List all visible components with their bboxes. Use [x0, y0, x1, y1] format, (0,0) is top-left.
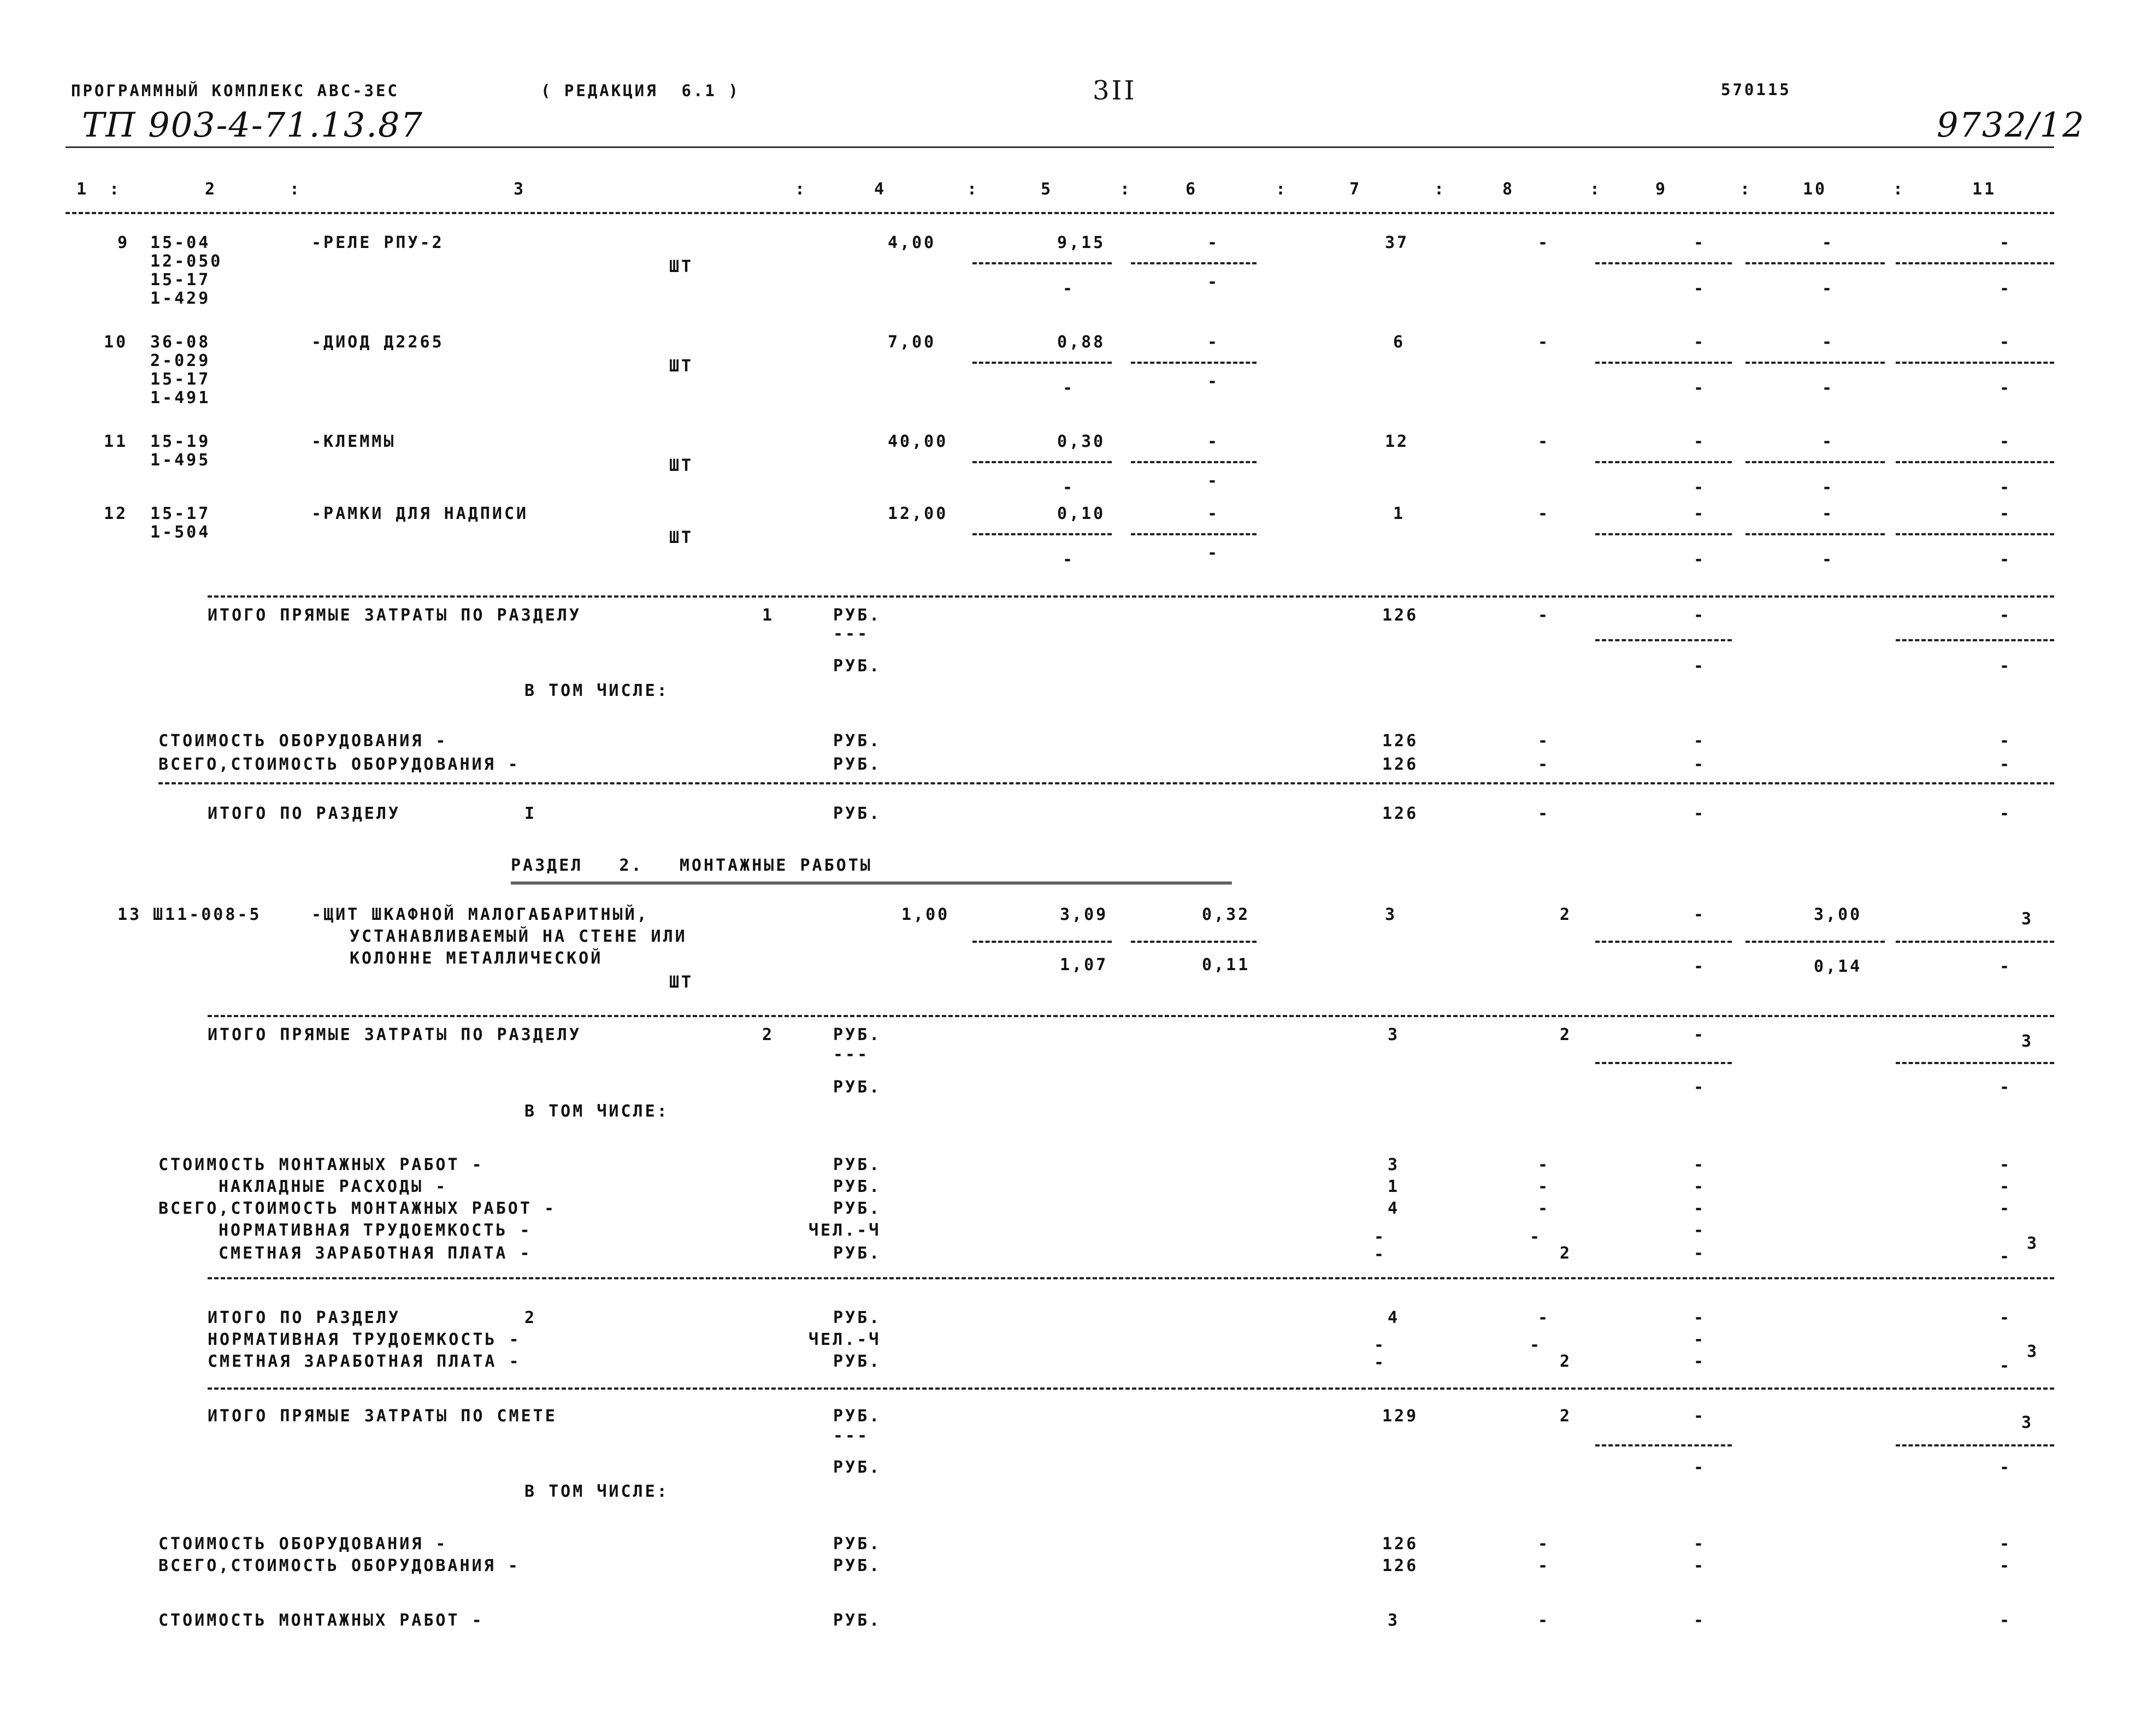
s2-mont-unit: РУБ.	[833, 1155, 882, 1174]
row-col9-b: -	[1694, 478, 1706, 497]
total-mont-col8: -	[1538, 1611, 1550, 1630]
row-col7: 6	[1393, 333, 1406, 352]
s2-row-unit: ШТ	[669, 973, 694, 992]
row-code: 15-17	[150, 370, 211, 389]
s2-direct-col7: 3	[1388, 1025, 1400, 1044]
s2-row-col7: 3	[1385, 905, 1397, 924]
row-col6: -	[1207, 333, 1220, 352]
total-incl-col11: -	[2000, 1458, 2012, 1477]
s2-row-name-2: УСТАНАВЛИВАЕМЫЙ НА СТЕНЕ ИЛИ	[350, 927, 687, 946]
row-col9-line	[1595, 533, 1732, 535]
column-separator: :	[1276, 180, 1288, 199]
row-code: 1-429	[150, 289, 211, 308]
row-col8: -	[1538, 504, 1550, 523]
row-col11-line	[1896, 461, 2054, 463]
s2-overhead-label: НАКЛАДНЫЕ РАСХОДЫ -	[219, 1177, 448, 1196]
row-quantity: 4,00	[888, 233, 936, 252]
row-code: 2-029	[150, 351, 211, 370]
column-number: 9	[1655, 180, 1668, 199]
s1-including: В ТОМ ЧИСЛЕ:	[524, 681, 669, 700]
s2-labor-label: НОРМАТИВНАЯ ТРУДОЕМКОСТЬ -	[219, 1221, 532, 1240]
column-separator: :	[1590, 180, 1602, 199]
row-col5-b: -	[1063, 478, 1075, 497]
s1-direct-col7: 126	[1382, 606, 1419, 625]
s1-equip-col8: -	[1538, 731, 1550, 751]
s2-sect-labor-col11: 3	[2027, 1342, 2039, 1361]
s2-row-col5-b: 1,07	[1060, 955, 1108, 975]
total-direct-label: ИТОГО ПРЯМЫЕ ЗАТРАТЫ ПО СМЕТЕ	[208, 1407, 557, 1426]
s1-dash: ---	[833, 624, 870, 643]
s2-incl-unit: РУБ.	[833, 1078, 882, 1097]
s2-mont-col9: -	[1694, 1155, 1706, 1174]
s1-total-equip-label: ВСЕГО,СТОИМОСТЬ ОБОРУДОВАНИЯ -	[158, 755, 520, 774]
row-code: 15-19	[150, 432, 211, 451]
row-col11-line	[1896, 533, 2054, 535]
row-col6-line	[1131, 362, 1257, 364]
total-total-equip-unit: РУБ.	[833, 1556, 882, 1575]
s2-direct-col11: 3	[2021, 1032, 2034, 1051]
page-number: 3II	[1093, 75, 1137, 106]
s2-wage-divider	[208, 1277, 2054, 1279]
s2-overhead-col9: -	[1694, 1177, 1706, 1196]
s2-sub11-line	[1896, 1062, 2054, 1064]
s2-wage-unit: РУБ.	[833, 1244, 882, 1263]
row-code: 1-504	[150, 523, 211, 542]
row-col9-b: -	[1694, 379, 1706, 398]
column-number: 8	[1502, 180, 1515, 199]
row-col5-b: -	[1063, 279, 1075, 298]
s2-sect-col7: 4	[1388, 1308, 1400, 1327]
s1-total-equip-col7: 126	[1382, 755, 1419, 774]
row-unit: ШТ	[669, 528, 694, 547]
row-col6-line	[1131, 533, 1257, 535]
row-col5-line	[972, 461, 1112, 463]
total-equip-col8: -	[1538, 1534, 1550, 1554]
column-separator: :	[1893, 180, 1906, 199]
s1-direct-col11: -	[2000, 606, 2012, 625]
column-number: 6	[1186, 180, 1198, 199]
s2-sect-labor-unit: ЧЕЛ.-Ч	[809, 1330, 881, 1349]
row-col11-b: -	[2000, 550, 2012, 569]
row-col10: -	[1822, 333, 1835, 352]
s2-row-col10: 3,00	[1814, 905, 1862, 924]
total-mont-col9: -	[1694, 1611, 1706, 1630]
s2-sect-col9: -	[1694, 1308, 1706, 1327]
row-col10-line	[1745, 533, 1885, 535]
total-equip-unit: РУБ.	[833, 1534, 882, 1554]
row-col10-line	[1745, 262, 1885, 264]
section1-divider	[208, 595, 2054, 598]
s2-row-number: 13	[117, 905, 142, 924]
s2-row-col8: 2	[1560, 905, 1572, 924]
s2-direct-no: 2	[762, 1025, 775, 1044]
s2-total-mont-label: ВСЕГО,СТОИМОСТЬ МОНТАЖНЫХ РАБОТ -	[158, 1199, 557, 1218]
s1-total-equip-col11: -	[2000, 755, 2012, 774]
row-code: 15-17	[150, 504, 211, 523]
s2-sect-wage-col11: -	[2000, 1356, 2012, 1375]
s2-row-col9: -	[1694, 905, 1706, 924]
s1-direct-label: ИТОГО ПРЯМЫЕ ЗАТРАТЫ ПО РАЗДЕЛУ	[208, 606, 581, 625]
row-col9: -	[1694, 504, 1706, 523]
row-col9-line	[1595, 362, 1732, 364]
s2-direct-col9: -	[1694, 1025, 1706, 1044]
total-direct-col7: 129	[1382, 1407, 1419, 1426]
row-col10-b: -	[1822, 550, 1835, 569]
row-col6-b: -	[1207, 372, 1220, 391]
s2-labor-col7: -	[1374, 1227, 1387, 1247]
row-col9-b: -	[1694, 279, 1706, 298]
s2-row-col6-b: 0,11	[1202, 955, 1251, 975]
s2-sect-wage-label: СМЕТНАЯ ЗАРАБОТНАЯ ПЛАТА -	[208, 1352, 521, 1371]
s2-direct-label: ИТОГО ПРЯМЫЕ ЗАТРАТЫ ПО РАЗДЕЛУ	[208, 1025, 581, 1044]
total-sub9-line	[1595, 1444, 1732, 1446]
row-col9-line	[1595, 262, 1732, 264]
document-code: 570115	[1721, 80, 1791, 99]
s2-sect-labor-label: НОРМАТИВНАЯ ТРУДОЕМКОСТЬ -	[208, 1330, 521, 1349]
row-col7: 1	[1393, 504, 1406, 523]
row-col11-b: -	[2000, 478, 2012, 497]
row-code: 15-17	[150, 270, 211, 290]
s2-mont-label: СТОИМОСТЬ МОНТАЖНЫХ РАБОТ -	[158, 1155, 484, 1174]
row-col5: 0,10	[1057, 504, 1106, 523]
row-name: -КЛЕММЫ	[311, 432, 396, 451]
s2-row-col9-line	[1595, 941, 1732, 943]
row-col6-b: -	[1207, 544, 1220, 563]
program-name: ПРОГРАММНЫЙ КОМПЛЕКС АВС-3ЕС	[71, 81, 399, 100]
handwritten-project-number: ТП 903-4-71.13.87	[82, 105, 423, 145]
row-col6-b: -	[1207, 273, 1220, 292]
s2-total-mont-unit: РУБ.	[833, 1199, 882, 1218]
row-quantity: 7,00	[888, 333, 936, 352]
row-number: 10	[104, 333, 128, 352]
s2-overhead-unit: РУБ.	[833, 1177, 882, 1196]
row-col6: -	[1207, 432, 1220, 451]
row-col11-b: -	[2000, 279, 2012, 298]
row-col11-b: -	[2000, 379, 2012, 398]
s2-sect-labor-col7: -	[1374, 1336, 1387, 1355]
s1-direct-col9: -	[1694, 606, 1706, 625]
row-col5-line	[972, 533, 1112, 535]
s2-labor-unit: ЧЕЛ.-Ч	[809, 1221, 881, 1240]
total-direct-col8: 2	[1560, 1407, 1572, 1426]
column-number: 5	[1041, 180, 1053, 199]
row-col9: -	[1694, 432, 1706, 451]
s2-total-mont-col11: -	[2000, 1199, 2012, 1218]
total-equip-col11: -	[2000, 1534, 2012, 1554]
s1-total-equip-unit: РУБ.	[833, 755, 882, 774]
row-code: 36-08	[150, 333, 211, 352]
total-direct-col9: -	[1694, 1407, 1706, 1426]
row-col11: -	[2000, 432, 2012, 451]
s2-sect-label: ИТОГО ПО РАЗДЕЛУ	[208, 1308, 400, 1327]
s2-sect-wage-unit: РУБ.	[833, 1352, 882, 1371]
column-number: 11	[1972, 180, 1997, 199]
s2-row-col5-line	[972, 941, 1112, 943]
row-col6-line	[1131, 262, 1257, 264]
row-col10: -	[1822, 504, 1835, 523]
s2-row-col6: 0,32	[1202, 905, 1251, 924]
s2-sect-labor-col8: -	[1530, 1336, 1542, 1355]
s1-equip-col9: -	[1694, 731, 1706, 751]
column-separator: :	[795, 180, 807, 199]
s2-including: В ТОМ ЧИСЛЕ:	[524, 1102, 669, 1121]
s2-overhead-col7: 1	[1388, 1177, 1400, 1196]
s1-sect-col11: -	[2000, 804, 2012, 823]
s2-sub9-line	[1595, 1062, 1732, 1064]
row-name: -РЕЛЕ РПУ-2	[311, 233, 444, 252]
row-col5-line	[972, 262, 1112, 264]
s1-equip-col11: -	[2000, 731, 2012, 751]
row-col6-line	[1131, 461, 1257, 463]
column-number: 7	[1349, 180, 1362, 199]
row-col11: -	[2000, 233, 2012, 252]
column-separator: :	[109, 180, 122, 199]
header-divider	[66, 212, 2054, 214]
s2-row-code: Ш11-008-5	[153, 905, 262, 924]
total-sub11-line	[1896, 1444, 2054, 1446]
s2-sect-wage-col9: -	[1694, 1352, 1706, 1371]
row-unit: ШТ	[669, 257, 694, 276]
s1-incl-unit: РУБ.	[833, 657, 882, 676]
s2-row-col10-line	[1745, 941, 1885, 943]
row-col5-b: -	[1063, 379, 1075, 398]
s2-row-col9-b: -	[1694, 957, 1706, 976]
s2-mont-col8: -	[1538, 1155, 1550, 1174]
total-incl-col9: -	[1694, 1458, 1706, 1477]
row-col5: 9,15	[1057, 233, 1106, 252]
total-direct-unit: РУБ.	[833, 1407, 882, 1426]
row-code: 12-050	[150, 252, 223, 271]
s2-sect-wage-col7: -	[1374, 1353, 1387, 1372]
s1-direct-no: 1	[762, 606, 775, 625]
total-equip-col7: 126	[1382, 1534, 1419, 1554]
row-col10: -	[1822, 233, 1835, 252]
row-col9-line	[1595, 461, 1732, 463]
row-col9: -	[1694, 333, 1706, 352]
row-col6: -	[1207, 233, 1220, 252]
s2-total-mont-col8: -	[1538, 1199, 1550, 1218]
s2-overhead-col8: -	[1538, 1177, 1550, 1196]
s2-title: РАЗДЕЛ 2. МОНТАЖНЫЕ РАБОТЫ	[511, 856, 872, 875]
column-separator: :	[967, 180, 980, 199]
s2-incl-col9: -	[1694, 1078, 1706, 1097]
s2-wage-col11: -	[2000, 1247, 2012, 1266]
total-equip-col9: -	[1694, 1534, 1706, 1554]
row-col10-line	[1745, 362, 1885, 364]
row-number: 11	[104, 432, 128, 451]
row-col11: -	[2000, 333, 2012, 352]
s2-wage-col7: -	[1374, 1245, 1387, 1264]
row-quantity: 40,00	[888, 432, 948, 451]
s1-equip-col7: 126	[1382, 731, 1419, 751]
row-col9-b: -	[1694, 550, 1706, 569]
s2-dash: ---	[833, 1045, 870, 1064]
s1-equip-unit: РУБ.	[833, 731, 882, 751]
s1-equip-label: СТОИМОСТЬ ОБОРУДОВАНИЯ -	[158, 731, 448, 751]
row-unit: ШТ	[669, 456, 694, 475]
row-col11-line	[1896, 262, 2054, 264]
total-including: В ТОМ ЧИСЛЕ:	[524, 1482, 669, 1501]
row-number: 9	[117, 233, 130, 252]
total-mont-unit: РУБ.	[833, 1611, 882, 1630]
total-mont-col11: -	[2000, 1611, 2012, 1630]
total-total-equip-label: ВСЕГО,СТОИМОСТЬ ОБОРУДОВАНИЯ -	[158, 1556, 520, 1575]
s2-row-qty: 1,00	[901, 905, 950, 924]
s2-mont-col11: -	[2000, 1155, 2012, 1174]
s2-wage-label: СМЕТНАЯ ЗАРАБОТНАЯ ПЛАТА -	[219, 1244, 532, 1263]
row-col5-line	[972, 362, 1112, 364]
total-total-equip-col9: -	[1694, 1556, 1706, 1575]
row-col5: 0,30	[1057, 432, 1106, 451]
handwritten-sheet-number: 9732/12	[1937, 105, 2085, 145]
s1-incl-col9: -	[1694, 657, 1706, 676]
s2-direct-unit: РУБ.	[833, 1025, 882, 1044]
total-divider	[208, 1387, 2054, 1390]
s1-sect-col8: -	[1538, 804, 1550, 823]
row-col7: 37	[1385, 233, 1409, 252]
s1-incl-col11: -	[2000, 657, 2012, 676]
row-quantity: 12,00	[888, 504, 948, 523]
row-number: 12	[104, 504, 128, 523]
s2-labor-col8: -	[1530, 1227, 1542, 1247]
total-direct-col11: 3	[2021, 1413, 2034, 1432]
row-code: 15-04	[150, 233, 211, 252]
s2-sect-unit: РУБ.	[833, 1308, 882, 1327]
row-col8: -	[1538, 333, 1550, 352]
total-mont-label: СТОИМОСТЬ МОНТАЖНЫХ РАБОТ -	[158, 1611, 484, 1630]
row-col6-b: -	[1207, 471, 1220, 491]
s1-sect-unit: РУБ.	[833, 804, 882, 823]
row-col6: -	[1207, 504, 1220, 523]
s1-equip-divider	[158, 782, 2054, 784]
s2-row-name-1: -ЩИТ ШКАФНОЙ МАЛОГАБАРИТНЫЙ,	[311, 905, 649, 924]
s1-sect-label: ИТОГО ПО РАЗДЕЛУ	[208, 804, 400, 823]
s2-mont-col7: 3	[1388, 1155, 1400, 1174]
s2-labor-col11: 3	[2027, 1234, 2039, 1253]
s2-sect-wage-col8: 2	[1560, 1352, 1572, 1371]
s2-row-col5: 3,09	[1060, 905, 1108, 924]
total-total-equip-col7: 126	[1382, 1556, 1419, 1575]
s2-row-divider	[208, 1015, 2054, 1017]
s2-sect-labor-col9: -	[1694, 1330, 1706, 1349]
s2-wage-col8: 2	[1560, 1244, 1572, 1263]
s2-title-underline	[511, 882, 1232, 884]
column-number: 3	[514, 180, 526, 199]
column-number: 4	[874, 180, 887, 199]
row-unit: ШТ	[669, 357, 694, 376]
s1-direct-unit: РУБ.	[833, 606, 882, 625]
column-separator: :	[1120, 180, 1133, 199]
total-total-equip-col8: -	[1538, 1556, 1550, 1575]
s2-row-col11-b: -	[2000, 957, 2012, 976]
column-separator: :	[1434, 180, 1447, 199]
s1-sect-no: I	[524, 804, 537, 823]
row-col8: -	[1538, 233, 1550, 252]
s2-labor-col9: -	[1694, 1221, 1706, 1240]
row-code: 1-495	[150, 451, 211, 470]
s2-row-col6-line	[1131, 941, 1257, 943]
total-dash: ---	[833, 1426, 870, 1445]
s2-row-name-3: КОЛОННЕ МЕТАЛЛИЧЕСКОЙ	[350, 949, 603, 968]
row-col10-line	[1745, 461, 1885, 463]
row-name: -ДИОД Д2265	[311, 333, 444, 352]
row-code: 1-491	[150, 388, 211, 408]
row-col11: -	[2000, 504, 2012, 523]
total-mont-col7: 3	[1388, 1611, 1400, 1630]
header-underline	[66, 146, 2054, 148]
row-col10: -	[1822, 432, 1835, 451]
s2-direct-col8: 2	[1560, 1025, 1572, 1044]
column-separator: :	[1740, 180, 1753, 199]
row-col10-b: -	[1822, 478, 1835, 497]
s1-sect-col9: -	[1694, 804, 1706, 823]
row-name: -РАМКИ ДЛЯ НАДПИСИ	[311, 504, 529, 523]
s2-total-mont-col9: -	[1694, 1199, 1706, 1218]
total-equip-label: СТОИМОСТЬ ОБОРУДОВАНИЯ -	[158, 1534, 448, 1554]
s2-sect-col11: -	[2000, 1308, 2012, 1327]
s1-direct-col8: -	[1538, 606, 1550, 625]
row-col10-b: -	[1822, 379, 1835, 398]
column-separator: :	[290, 180, 302, 199]
column-number: 2	[205, 180, 217, 199]
s1-sub9-line	[1595, 639, 1732, 641]
total-total-equip-col11: -	[2000, 1556, 2012, 1575]
s1-total-equip-col8: -	[1538, 755, 1550, 774]
s2-row-col10-b: 0,14	[1814, 957, 1862, 976]
s1-total-equip-col9: -	[1694, 755, 1706, 774]
row-col8: -	[1538, 432, 1550, 451]
s2-row-col11-line	[1896, 941, 2054, 943]
s2-overhead-col11: -	[2000, 1177, 2012, 1196]
row-col7: 12	[1385, 432, 1409, 451]
s2-row-col11: 3	[2021, 910, 2034, 929]
row-col9: -	[1694, 233, 1706, 252]
s1-sub11-line	[1896, 639, 2054, 641]
row-col10-b: -	[1822, 279, 1835, 298]
s1-sect-col7: 126	[1382, 804, 1419, 823]
s2-wage-col9: -	[1694, 1244, 1706, 1263]
s2-total-mont-col7: 4	[1388, 1199, 1400, 1218]
edition-label: ( РЕДАКЦИЯ 6.1 )	[541, 81, 740, 100]
column-number: 1	[76, 180, 89, 199]
s2-sect-no: 2	[524, 1308, 537, 1327]
row-col5-b: -	[1063, 550, 1075, 569]
column-number: 10	[1803, 180, 1827, 199]
s2-incl-col11: -	[2000, 1078, 2012, 1097]
s2-sect-col8: -	[1538, 1308, 1550, 1327]
row-col11-line	[1896, 362, 2054, 364]
total-incl-unit: РУБ.	[833, 1458, 882, 1477]
row-col5: 0,88	[1057, 333, 1106, 352]
